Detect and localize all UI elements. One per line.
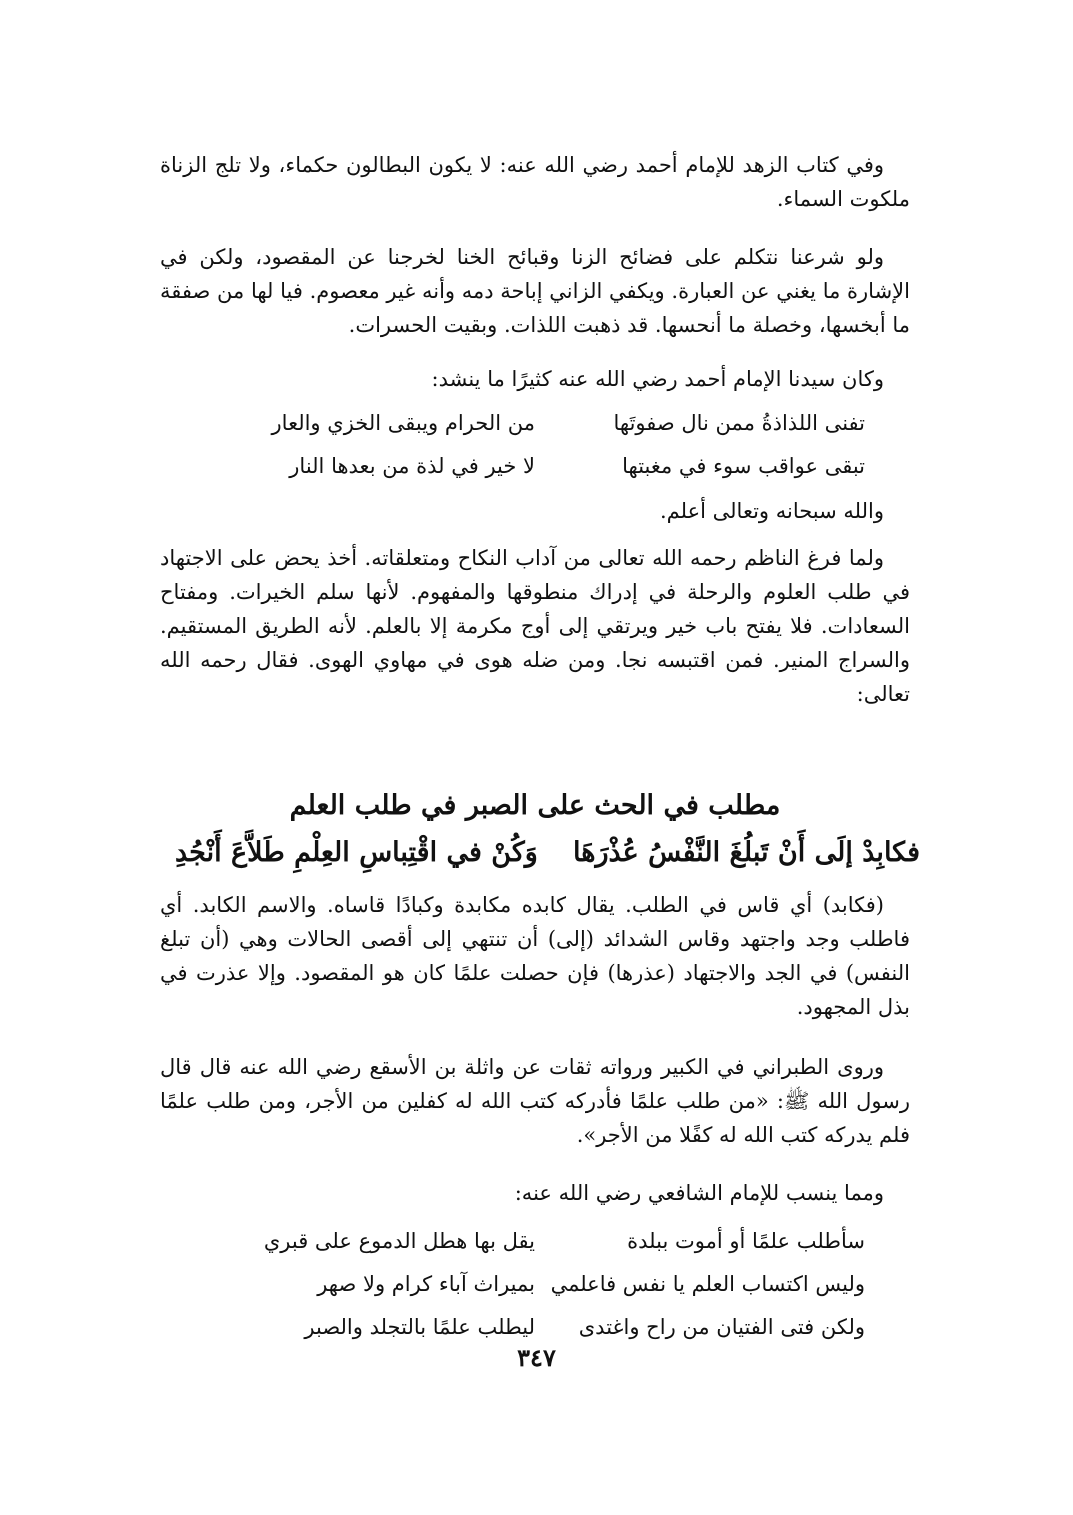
verse-hemistich-left: وَكُنْ في اقْتِباسِ العِلْمِ طَلاَّعَ أَنْجُدِ [175, 837, 538, 868]
paragraph-text: ولما فرغ الناظم رحمه الله تعالى من آداب النكاح ومتعلقاته. أخذ يحض على الاجتهاد في طلب العلوم والرحلة في إدراك منطوقها والمفهوم. لأنها سلم الخيرات. ومفتاح السعادات. فلا يفتح باب خير ويرتقي إلى أوج مكرمة إلا بالعلم. لأنه الطريق المستقيم. والسراج المنير. فمن اقتبسه نجا. ومن ضله هوى في مهاوي الهوى. فقال رحمه الله تعالى: [160, 546, 910, 706]
paragraph-commentary [160, 888, 910, 1024]
poem-shafii [205, 1220, 865, 1349]
paragraph-text: وروى الطبراني في الكبير ورواته ثقات عن واثلة بن الأسقع رضي الله عنه قال قال رسول الله ﷺ: «من طلب علمًا فأدركه كتب الله له كفلين من الأجر، ومن طلب علمًا فلم يدركه كتب الله له كفًلا من الأجر». [160, 1055, 910, 1147]
poem-line [205, 402, 865, 445]
hemistich-left: ليطلب علمًا بالتجلد والصبر [304, 1315, 535, 1339]
paragraph-ahmad-intro [160, 362, 910, 396]
paragraph-zuhd [160, 148, 910, 216]
paragraph-hadith [160, 1050, 910, 1152]
hemistich-right: سأطلب علمًا أو أموت ببلدة [627, 1229, 865, 1253]
paragraph-ilm-intro [160, 541, 910, 711]
hemistich-left: لا خير في لذة من بعدها النار [289, 454, 535, 478]
page-number: ٣٤٧ [517, 1343, 556, 1372]
paragraph-text: ومما ينسب للإمام الشافعي رضي الله عنه: [514, 1181, 884, 1205]
hemistich-right: ولكن فتى الفتيان من راح واغتدى [578, 1315, 865, 1339]
poem-line [205, 445, 865, 488]
hemistich-left: من الحرام ويبقى الخزي والعار [271, 411, 535, 435]
paragraph-zina [160, 240, 910, 342]
hemistich-right: تبقى عواقب سوء في مغبتها [622, 454, 865, 478]
paragraph-allahu-alam [160, 494, 910, 528]
hemistich-left: يقل بها هطل الدموع على قبري [263, 1229, 535, 1253]
paragraph-text: وكان سيدنا الإمام أحمد رضي الله عنه كثيرًا ما ينشد: [431, 367, 884, 391]
poem-ahmad [205, 402, 865, 488]
paragraph-text: ولو شرعنا نتكلم على فضائح الزنا وقبائح الخنا لخرجنا عن المقصود، ولكن في الإشارة ما يغني عن العبارة. ويكفي الزاني إباحة دمه وأنه غير معصوم. فيا لها من صفقة ما أبخسها، وخصلة ما أنحسها. قد ذهبت اللذات. وبقيت الحسرات. [160, 245, 910, 337]
verse-line [175, 833, 920, 873]
poem-line [205, 1220, 865, 1263]
paragraph-shafii-intro [160, 1176, 910, 1210]
section-heading: مطلب في الحث على الصبر في طلب العلم [289, 790, 781, 821]
hemistich-right: تفنى اللذاذةُ ممن نال صفوتَها [613, 411, 865, 435]
poem-line [205, 1263, 865, 1306]
paragraph-text: وفي كتاب الزهد للإمام أحمد رضي الله عنه: لا يكون البطالون حكماء، ولا تلج الزناة ملكوت السماء. [160, 153, 910, 211]
paragraph-text: (فكابد) أي قاس في الطلب. يقال كابده مكابدة وكبادًا قاساه. والاسم الكابد. أي فاطلب وجد واجتهد وقاس الشدائد (إلى) أن تنتهي إلى أقصى الحالات وهي (أن تبلغ النفس) في الجد والاجتهاد (عذرها) فإن حصلت علمًا كان هو المقصود. وإلا عذرت في بذل المجهود. [160, 893, 910, 1019]
paragraph-text: والله سبحانه وتعالى أعلم. [660, 499, 884, 523]
hemistich-right: وليس اكتساب العلم يا نفس فاعلمي [550, 1272, 865, 1296]
hemistich-left: بميراث آباء كرام ولا صهر [317, 1272, 535, 1296]
verse-hemistich-right: فكابِدْ إلَى أَنْ تَبلُغَ النَّفْسُ عُذْرَهَا [572, 837, 920, 868]
